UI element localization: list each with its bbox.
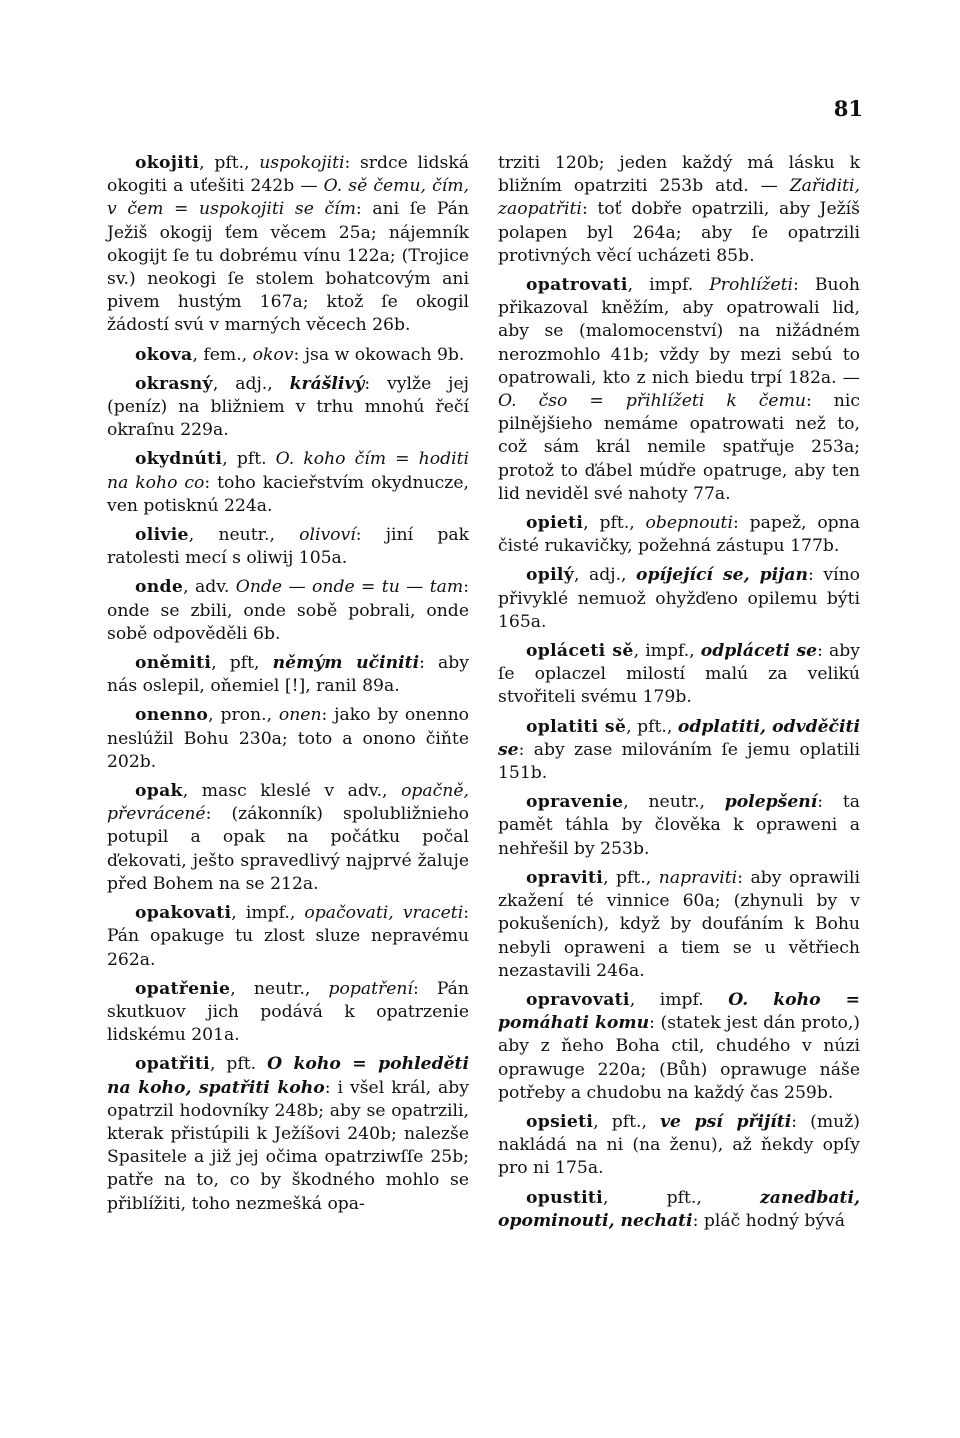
headword: opláceti sě (526, 641, 634, 662)
gloss: O. čso = přihlížeti k čemu (498, 391, 806, 412)
entry-text: , pft., (583, 513, 646, 534)
gloss: O. sě čemu, čím, v čem = uspokojiti se čím (107, 176, 469, 220)
entry-text: : papež, opna čisté rukavičky, požehná zástupu 177b. (498, 513, 860, 557)
dictionary-entry (498, 1111, 860, 1181)
headword: opatřenie (135, 978, 231, 999)
entry-text: : aby zase milováním ſe jemu oplatili 151b. (498, 739, 860, 784)
gloss: napraviti (658, 867, 738, 888)
entry-text: : (muž) nakládá na ni (na ženu), až ňekdy opſy pro ni 175a. (498, 1111, 860, 1179)
headword: onde (135, 577, 184, 598)
entry-text: : i všel král, aby opatrzil hodovníky 248b; aby se opatrzili, kterak přistúpili k Ježíšovi 240b; nalezše Spasitele a již jej očima opatrziwſſe 25b; patře na to, co by škodného mohlo se přiblížiti, toho nezmešká opa- (107, 1077, 469, 1214)
dictionary-entry (107, 780, 469, 896)
gloss: onen (278, 705, 322, 726)
entry-text: , neutr., (230, 978, 329, 999)
gloss: opačovati, vraceti (304, 903, 464, 924)
dictionary-entry (107, 978, 469, 1048)
entry-text: trziti 120b; jeden každý má lásku k bližním opatrziti 253b atd. — (498, 153, 860, 197)
entry-text: : pláč hodný bývá (692, 1210, 845, 1231)
dictionary-entry (107, 152, 469, 338)
entry-text: , fem., (192, 344, 253, 365)
headword: oněmiti (135, 653, 212, 674)
entry-text: : Pán opakuge tu zlost sluze nepravému 262a. (107, 903, 469, 970)
entry-text: : onde se zbili, onde sobě pobrali, onde sobě odpověděli 6b. (107, 577, 469, 644)
headword: okrasný (135, 373, 213, 394)
gloss: popatření (328, 978, 413, 999)
entry-text: , impf. (629, 989, 729, 1010)
entry-text: , pft. (222, 449, 276, 470)
dictionary-entry (107, 344, 469, 367)
dictionary-entry (498, 512, 860, 558)
entry-text: : Buoh přikazoval kněžím, aby opatrowali lid, aby se (malomocenství) na nižádném nerozmohlo 41b; vždy by mezi sebú to opatrowali, kto z nich biedu trpí 182a. — (498, 275, 860, 388)
entry-text: , adj., (574, 565, 637, 586)
dictionary-entry (498, 1187, 860, 1233)
headword: opieti (526, 513, 584, 534)
entry-text: : toho kacieřstvím okydnucze, ven potisknú 224a. (107, 472, 469, 516)
entry-text: , neutr., (623, 792, 725, 813)
entry-text: : (zákonník) spolubližnieho potupil a opak na počátku počal ďekovati, ješto spravedlivý najprvé žaluje před Bohem na se 212a. (107, 804, 469, 894)
entry-text: : víno přivyklé nemuož ohyžďeno opilemu býti 165a. (498, 565, 860, 632)
dictionary-entry (498, 564, 860, 634)
headword: opravovati (526, 989, 630, 1010)
entry-text: : toť dobře opatrzili, aby Ježíš polapen byl 264a; aby ſe opatrzili protivných věcí ucházeti 85b. (498, 199, 860, 266)
gloss: ve psí přijíti (660, 1111, 792, 1132)
gloss: Onde — onde = tu — tam (235, 577, 464, 598)
gloss: O koho = pohleděti na koho, spatřiti koho (107, 1054, 469, 1098)
entry-text: , pron., (208, 705, 279, 726)
entry-text: : vylže jej (peníz) na bližniem v trhu mnohú řečí okraſnu 229a. (107, 373, 469, 441)
entry-text: , pft, (211, 653, 273, 674)
gloss: krášlivý (289, 373, 365, 394)
entry-text: , pft., (593, 1111, 661, 1132)
entry-text: , pft., (626, 716, 678, 737)
gloss: O. koho = pomáhati komu (498, 989, 860, 1034)
entry-text: , adv. (183, 577, 236, 598)
entry-text: : ani ſe Pán Ježiš okogij ťem věcem 25a; nájemník okogijt ſe tu dobrému vínu 122a; (Trojice sv.) neokogi ſe stolem bohatcovým ani pivem hustým 167a; ktož ſe okogil žádostí svú v marných věcech 26b. (107, 199, 470, 336)
dictionary-entry (498, 640, 860, 710)
dictionary-entry (107, 524, 469, 570)
entry-text: : ta pamět táhla by člověka k opraweni a nehřešil by 253b. (498, 792, 860, 859)
gloss: uspokojiti (259, 153, 345, 173)
left-column (107, 152, 469, 1222)
entry-text: , impf., (231, 903, 305, 924)
page-number: 81 (833, 96, 863, 121)
entry-text: , adj., (212, 373, 290, 394)
entry-text: : aby ſe oplaczel milostí malú za velikú stvořiteli svému 179b. (498, 641, 860, 708)
dictionary-entry (498, 274, 860, 506)
dictionary-entry (107, 704, 469, 774)
entry-text: : aby oprawili zkažení té vinnice 60a; (zhynuli by v pokušeních), když by doufáním k Bohu nebyli opraweni a tiem se u větřiech nezastavili 246a. (498, 867, 860, 981)
headword: okydnúti (135, 449, 223, 470)
entry-text: : jiní pak ratolesti mecí s oliwij 105a. (107, 525, 469, 569)
entry-text: , pft. (210, 1054, 268, 1075)
gloss: odplatiti, odvděčiti se (498, 716, 860, 760)
gloss: obepnouti (645, 513, 733, 534)
gloss: opíjející se, pijan (636, 565, 809, 586)
gloss: zanedbati, opominouti, nechati (498, 1187, 860, 1231)
headword: opatřiti (135, 1054, 211, 1075)
dictionary-entry (498, 989, 860, 1105)
entry-text: , pft., (199, 153, 260, 173)
headword: opravenie (526, 792, 624, 813)
headword: okojiti (135, 153, 200, 173)
headword: opsieti (526, 1111, 594, 1132)
right-column (498, 152, 860, 1239)
dictionary-entry (107, 902, 469, 972)
headword: opak (135, 781, 183, 802)
gloss: němým učiniti (272, 653, 420, 674)
headword: onenno (135, 705, 209, 726)
dictionary-entry (107, 576, 469, 646)
gloss: O. koho čím = hoditi na koho co (107, 449, 469, 493)
entry-text: , impf., (633, 641, 701, 662)
headword: okova (135, 344, 193, 365)
entry-text: : srdce lidská okogiti a uťešiti 242b — (107, 153, 469, 197)
headword: opatrovati (526, 275, 628, 296)
headword: opakovati (135, 903, 232, 924)
dictionary-entry (107, 1053, 469, 1215)
dictionary-entry (107, 373, 469, 443)
dictionary-entry (498, 716, 860, 786)
dictionary-entry (107, 448, 469, 518)
dictionary-entry (498, 867, 860, 983)
headword: oplatiti sě (526, 716, 627, 737)
entry-text: , pft., (603, 1187, 761, 1208)
dictionary-entry (498, 791, 860, 861)
gloss: okov (252, 344, 294, 365)
entry-text: : jako by onenno neslúžil Bohu 230a; toto a onono čiňte 202b. (107, 705, 469, 772)
continuation-text (498, 152, 860, 268)
entry-text: : Pán skutkuov jich podává k opatrzenie lidskému 201a. (107, 978, 469, 1046)
gloss: Zařiditi, zaopatřiti (498, 176, 860, 220)
entry-text: , neutr., (188, 525, 300, 546)
entry-text: , pft., (603, 867, 659, 888)
dictionary-entry (107, 652, 469, 698)
entry-text: : jsa w okowach 9b. (293, 344, 465, 365)
entry-text: , masc kleslé v adv., (182, 781, 402, 802)
entry-text: : aby nás oslepil, oňemiel [!], ranil 89a. (107, 653, 469, 697)
gloss: opačně, převrácené (107, 781, 469, 825)
entry-text: : nic pilnějšieho nemáme opatrowati než to, což sám král nemile spatřuje 253a; protož to ďábel múdře opatruge, aby ten lid neviděl své nahoty 77a. (498, 391, 860, 504)
gloss: Prohlížeti (709, 275, 794, 296)
entry-text: : (statek jest dán proto,) aby z ňeho Boha ctil, chudého v núzi oprawuge 220a; (Bůh) oprawuge náše potřeby a chudobu na každý čas 259b. (498, 1013, 860, 1103)
gloss: olivoví (299, 525, 356, 546)
entry-text: , impf. (627, 275, 710, 296)
headword: opraviti (526, 867, 604, 888)
gloss: odpláceti se (700, 641, 818, 662)
headword: opilý (526, 565, 575, 586)
headword: olivie (135, 525, 189, 546)
gloss: polepšení (724, 792, 818, 813)
headword: opustiti (526, 1187, 603, 1208)
